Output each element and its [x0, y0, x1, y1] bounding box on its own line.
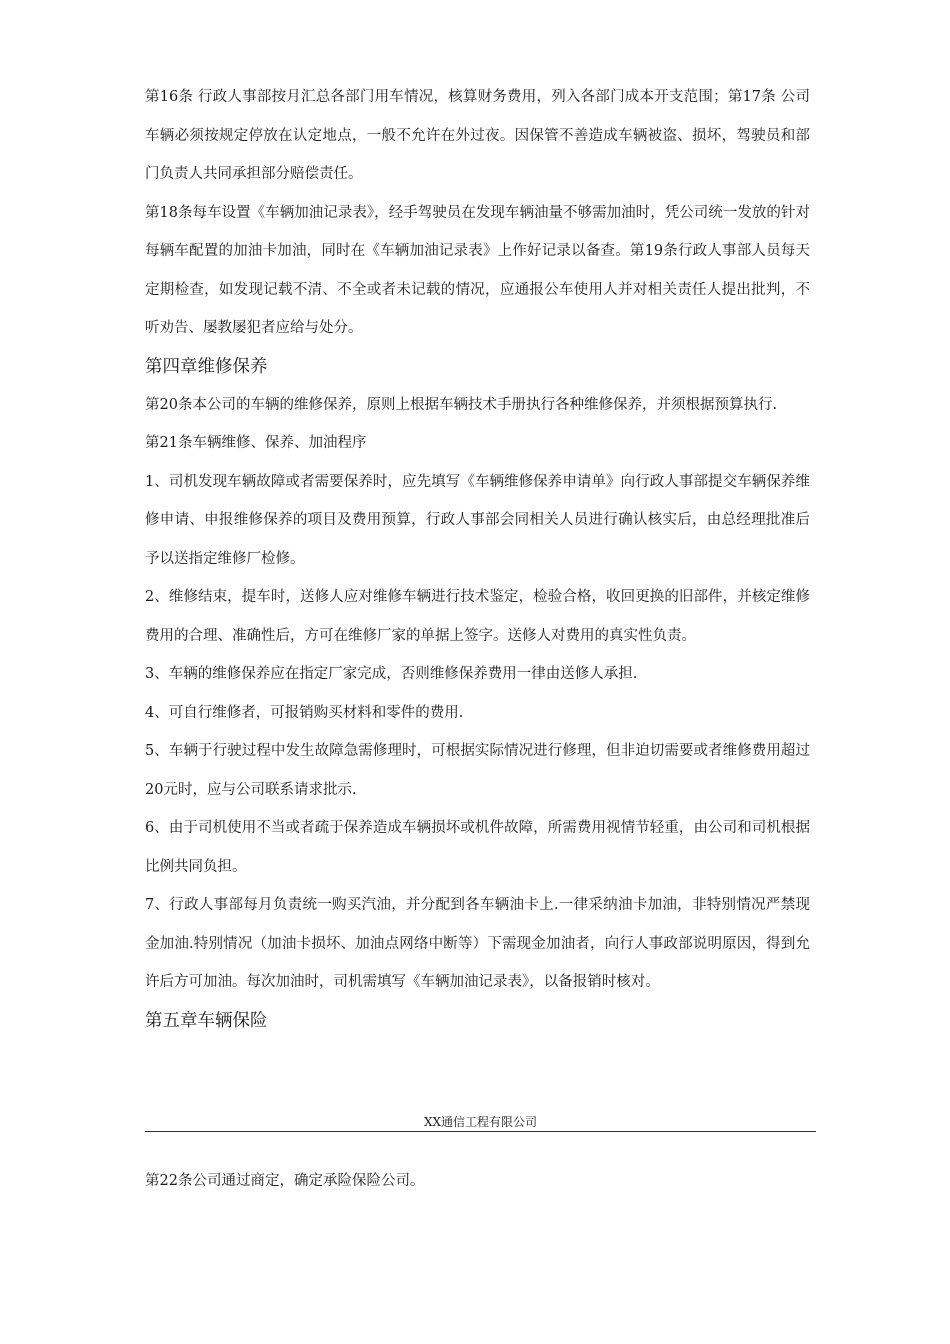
article-18-19-paragraph: 第18条每车设置《车辆加油记录表》，经手驾驶员在发现车辆油量不够需加油时，凭公司统一发放的针对每辆车配置的加油卡加油，同时在《车辆加油记录表》上作好记录以备查。第19条行政人事部人员每天定期检查，如发现记载不清、不全或者未记载的情况，应通报公车使用人并对相关责任人提出批判，不听劝告、屡教屡犯者应给与处分。 [145, 204, 810, 336]
procedure-item-1: 1、司机发现车辆故障或者需要保养时，应先填写《车辆维修保养申请单》向行政人事部提交车辆保养维修申请、申报维修保养的项目及费用预算，行政人事部会同相关人员进行确认核实后，由总经理批准后予以送指定维修厂检修。 [145, 473, 810, 567]
chapter-4-heading: 第四章维修保养 [145, 356, 268, 377]
footer-company-name: XX通信工程有限公司 [423, 1115, 538, 1129]
chapter-5-heading: 第五章车辆保险 [145, 1010, 268, 1031]
procedure-item-5: 5、车辆于行驶过程中发生故障急需修理时，可根据实际情况进行修理，但非迫切需要或者维修费用超过20元时，应与公司联系请求批示. [145, 743, 810, 798]
next-page-body [145, 1162, 810, 1201]
page-footer [145, 1113, 816, 1132]
article-16-17-paragraph: 第16条 行政人事部按月汇总各部门用车情况，核算财务费用，列入各部门成本开支范围；第17条 公司车辆必须按规定停放在认定地点，一般不允许在外过夜。因保管不善造成车辆被盗、损坏，驾驶员和部门负责人共同承担部分赔偿责任。 [145, 89, 810, 182]
procedure-item-6: 6、由于司机使用不当或者疏于保养造成车辆损坏或机件故障，所需费用视情节轻重，由公司和司机根据比例共同负担。 [145, 820, 810, 875]
article-22-paragraph: 第22条公司通过商定，确定承险保险公司。 [145, 1173, 425, 1189]
procedure-item-4: 4、可自行维修者，可报销购买材料和零件的费用. [145, 704, 464, 721]
procedure-item-2: 2、维修结束，提车时，送修人应对维修车辆进行技术鉴定，检验合格，收回更换的旧部件，并核定维修费用的合理、准确性后，方可在维修厂家的单据上签字。送修人对费用的真实性负责。 [145, 589, 810, 644]
article-20-paragraph: 第20条本公司的车辆的维修保养，原则上根据车辆技术手册执行各种维修保养，并须根据预算执行. [145, 396, 778, 413]
procedure-item-7: 7、行政人事部每月负责统一购买汽油，并分配到各车辆油卡上.一律采纳油卡加油，非特别情况严禁现金加油.特别情况（加油卡损坏、加油点网络中断等）下需现金加油者，向行人事政部说明原因，得到允许后方可加油。每次加油时，司机需填写《车辆加油记录表》，以备报销时核对。 [145, 897, 810, 990]
document-body [145, 78, 810, 1040]
procedure-item-3: 3、车辆的维修保养应在指定厂家完成，否则维修保养费用一律由送修人承担. [145, 666, 638, 682]
article-21-paragraph: 第21条车辆维修、保养、加油程序 [145, 435, 367, 451]
